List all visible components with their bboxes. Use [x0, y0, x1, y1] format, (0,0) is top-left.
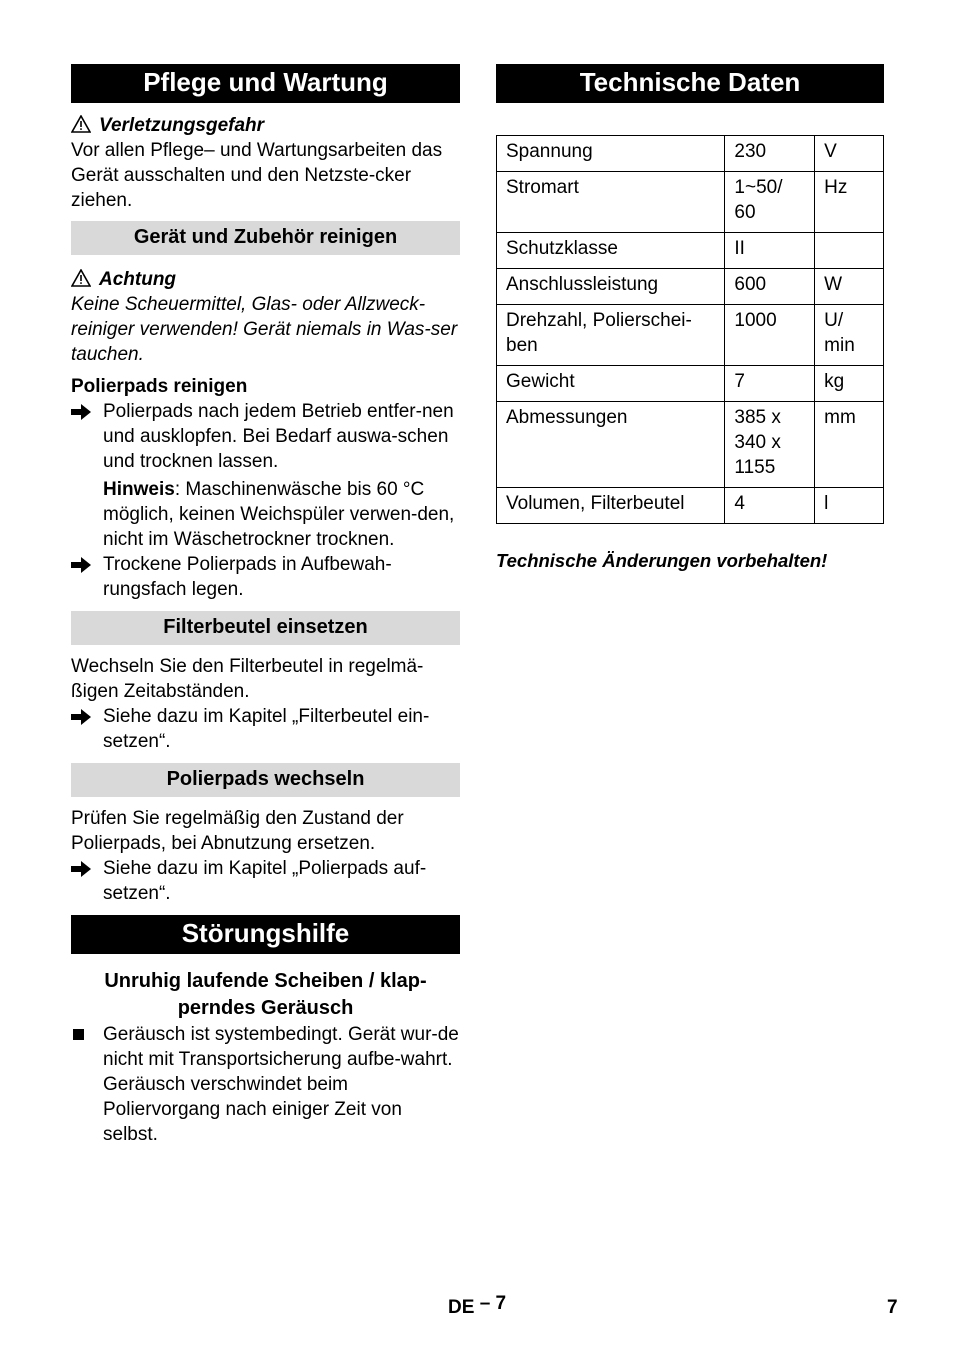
spec-unit: U/ min [815, 305, 884, 366]
heading-troubleshooting: Störungshilfe [71, 915, 460, 954]
warning-text: Vor allen Pflege– und Wartungsarbeiten das Gerät ausschalten und den Netzste-cker ziehen. [71, 140, 443, 211]
step-text: Siehe dazu im Kapitel „Polierpads auf-setzen“. [103, 858, 427, 904]
spec-label: Schutzklasse [497, 233, 725, 269]
step-text: Trockene Polierpads in Aufbewah-rungsfach legen. [103, 554, 392, 600]
spec-label: Volumen, Filterbeutel [497, 488, 725, 524]
caution [71, 267, 460, 292]
pads-text: Prüfen Sie regelmäßig den Zustand der Polierpads, bei Abnutzung ersetzen. [71, 808, 404, 854]
table-row [497, 402, 884, 488]
note-text: : Maschinenwäsche bis 60 °C möglich, keinen Weichspüler verwen-den, nicht im Wäschetrockner trocknen. [103, 479, 455, 550]
technical-data-table [496, 135, 884, 524]
subheading-clean-pads: Polierpads reinigen [71, 376, 248, 397]
spec-unit [815, 233, 884, 269]
spec-label: Stromart [497, 172, 725, 233]
table-row [497, 366, 884, 402]
spec-label: Drehzahl, Polierschei-ben [497, 305, 725, 366]
spec-value: 7 [725, 366, 815, 402]
arrow-right-icon [71, 404, 91, 420]
arrow-right-icon [71, 709, 91, 725]
caution-text: Keine Scheuermittel, Glas- oder Allzweck-reiniger verwenden! Gerät niemals in Was-ser tauchen. [71, 294, 458, 365]
step-text: Polierpads nach jedem Betrieb entfer-nen und ausklopfen. Bei Bedarf auswa-schen und trocknen lassen. [103, 401, 454, 472]
note [71, 477, 460, 552]
spec-unit: kg [815, 366, 884, 402]
table-row [497, 269, 884, 305]
spec-value: 600 [725, 269, 815, 305]
page-number: 7 [887, 1297, 898, 1318]
filter-text: Wechseln Sie den Filterbeutel in regelmä-ßigen Zeitabständen. [71, 656, 424, 702]
warning-injury [71, 113, 460, 138]
bullet-noise [71, 1022, 460, 1147]
table-row [497, 488, 884, 524]
right-column [496, 64, 884, 573]
arrow-right-icon [71, 861, 91, 877]
warning-label: Verletzungsgefahr [99, 115, 265, 136]
spec-label: Spannung [497, 136, 725, 172]
heading-technical-data: Technische Daten [496, 64, 884, 103]
footer-lang: DE [448, 1297, 475, 1318]
step-clean-pads [71, 399, 460, 474]
step-store-pads [71, 552, 460, 602]
spec-unit: V [815, 136, 884, 172]
left-column [71, 64, 460, 1147]
spec-value: II [725, 233, 815, 269]
spec-value: 1000 [725, 305, 815, 366]
heading-cleaning: Gerät und Zubehör reinigen [71, 221, 460, 255]
spec-unit: W [815, 269, 884, 305]
heading-filter: Filterbeutel einsetzen [71, 611, 460, 645]
spec-unit: Hz [815, 172, 884, 233]
table-row [497, 172, 884, 233]
step-filter [71, 704, 460, 754]
spec-value: 230 [725, 136, 815, 172]
table-row [497, 233, 884, 269]
footer-page-label [448, 1293, 507, 1319]
spec-value: 4 [725, 488, 815, 524]
step-pads [71, 856, 460, 906]
heading-pads: Polierpads wechseln [71, 763, 460, 797]
technical-note: Technische Änderungen vorbehalten! [496, 550, 828, 571]
spec-value: 385 x 340 x 1155 [725, 402, 815, 488]
bullet-square-icon [73, 1029, 84, 1040]
note-label: Hinweis [103, 479, 175, 500]
spec-unit: l [815, 488, 884, 524]
bullet-text: Geräusch ist systembedingt. Gerät wur-de nicht mit Transportsicherung aufbe-wahrt. Geräusch verschwindet beim Poliervorgang nach einiger Zeit von selbst. [103, 1024, 459, 1145]
table-row [497, 305, 884, 366]
step-text: Siehe dazu im Kapitel „Filterbeutel ein-setzen“. [103, 706, 430, 752]
spec-label: Abmessungen [497, 402, 725, 488]
subheading-noise: Unruhig laufende Scheiben / klap-perndes Geräusch [104, 970, 427, 1019]
heading-maintenance: Pflege und Wartung [71, 64, 460, 103]
warning-triangle-icon [71, 269, 91, 287]
arrow-right-icon [71, 557, 91, 573]
spec-unit: mm [815, 402, 884, 488]
spec-value: 1~50/ 60 [725, 172, 815, 233]
warning-triangle-icon [71, 115, 91, 133]
spec-label: Gewicht [497, 366, 725, 402]
table-row [497, 136, 884, 172]
spec-label: Anschlussleistung [497, 269, 725, 305]
footer-dash-page: – 7 [479, 1293, 507, 1314]
caution-label: Achtung [99, 269, 177, 290]
